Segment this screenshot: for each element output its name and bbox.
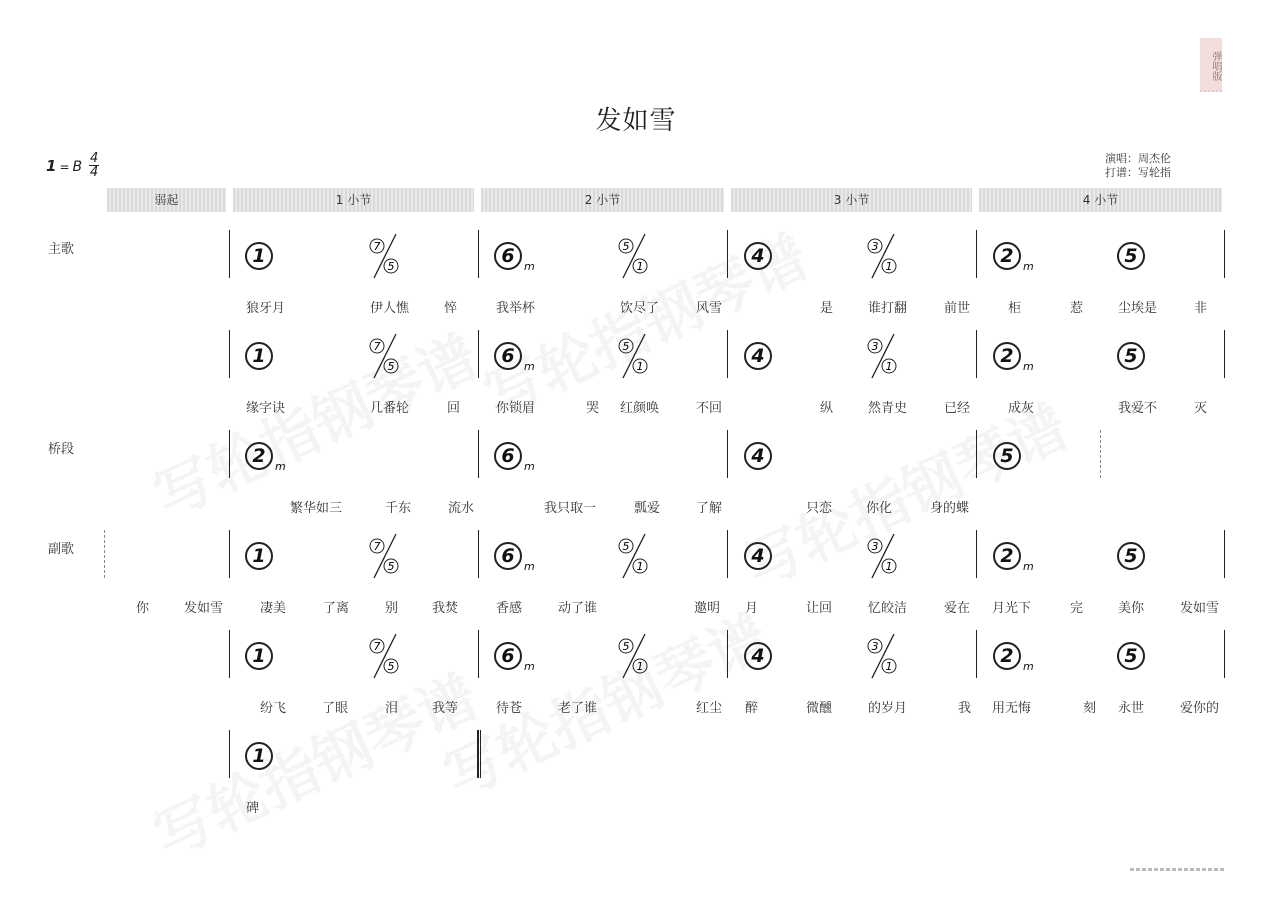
minor-mark: m [1023, 260, 1034, 273]
chord-degree: 6 [494, 642, 522, 670]
slash-chord [617, 232, 651, 280]
svg-text:7: 7 [373, 540, 381, 553]
lyric-text: 让回 [806, 601, 833, 616]
lyric-text: 我只取一 [544, 501, 597, 516]
lyric-text: 缘字诀 [246, 401, 286, 416]
barline [229, 430, 230, 478]
lyric-text: 风雪 [696, 301, 723, 316]
lyric-text: 别 [385, 601, 399, 616]
chord-degree: 5 [1117, 242, 1145, 270]
lyric-text: 回 [447, 401, 461, 416]
svg-text:1: 1 [636, 360, 644, 373]
lyric-text: 爱你的 [1180, 701, 1220, 716]
lyric-text: 凄美 [260, 601, 287, 616]
barline [976, 530, 977, 578]
lyric-text: 爱在 [944, 601, 971, 616]
slash-chord [866, 232, 900, 280]
svg-text:1: 1 [636, 560, 644, 573]
svg-text:1: 1 [885, 360, 893, 373]
lyric-text: 用无悔 [992, 701, 1032, 716]
watermark-text [429, 590, 780, 813]
lyric-text: 香感 [496, 601, 523, 616]
minor-mark: m [524, 460, 535, 473]
barline [976, 430, 977, 478]
barline [1224, 330, 1225, 378]
slash-chord [368, 332, 402, 380]
section-label-chorus: 副歌 [48, 542, 75, 557]
lyric-text: 我举杯 [496, 301, 536, 316]
barline [727, 230, 728, 278]
svg-text:5: 5 [622, 640, 630, 653]
barline [727, 630, 728, 678]
lyric-text: 狼牙月 [246, 301, 286, 316]
key-signature [46, 157, 82, 175]
key-note: B [72, 159, 83, 175]
lyric-text: 成灰 [1008, 401, 1035, 416]
svg-text:5: 5 [622, 540, 630, 553]
lyric-text: 身的蝶 [930, 501, 970, 516]
key-tonic: 1 [46, 157, 57, 175]
lyric-text: 了解 [696, 501, 723, 516]
svg-text:7: 7 [373, 640, 381, 653]
svg-text:5: 5 [387, 560, 395, 573]
barline [1224, 530, 1225, 578]
lyric-text: 我爱不 [1118, 401, 1158, 416]
lyric-text: 待苍 [496, 701, 523, 716]
lyric-text: 只恋 [806, 501, 833, 516]
version-badge: 弹唱版 [1200, 38, 1222, 92]
slash-chord [368, 232, 402, 280]
lyric-text: 几番轮 [370, 401, 410, 416]
chord-degree: 2 [245, 442, 273, 470]
chord-degree: 2 [993, 242, 1021, 270]
lyric-text: 灭 [1194, 401, 1208, 416]
minor-mark: m [1023, 360, 1034, 373]
lyric-text: 非 [1194, 301, 1208, 316]
minor-mark: m [524, 260, 535, 273]
svg-text:1: 1 [885, 260, 893, 273]
lyric-text: 柜 [1008, 301, 1022, 316]
minor-mark: m [524, 660, 535, 673]
lyric-text: 你 [136, 601, 150, 616]
svg-text:7: 7 [373, 240, 381, 253]
arranger-credit: 打谱：写轮指 [1105, 166, 1171, 179]
chord-degree: 4 [744, 342, 772, 370]
svg-text:3: 3 [871, 640, 879, 653]
barline [229, 730, 230, 778]
lyric-text: 我等 [432, 701, 459, 716]
barline [976, 630, 977, 678]
svg-text:5: 5 [387, 260, 395, 273]
lyric-text: 已经 [944, 401, 971, 416]
minor-mark: m [524, 360, 535, 373]
slash-chord [866, 532, 900, 580]
lyric-text: 我焚 [432, 601, 459, 616]
header-measure-3: 3 小节 [731, 188, 972, 212]
chord-degree: 2 [993, 542, 1021, 570]
lyric-text: 美你 [1118, 601, 1145, 616]
header-pickup: 弱起 [107, 188, 226, 212]
slash-chord [368, 532, 402, 580]
lyric-text: 然青史 [868, 401, 908, 416]
chord-degree: 5 [993, 442, 1021, 470]
minor-mark: m [1023, 560, 1034, 573]
barline [229, 230, 230, 278]
barline [727, 430, 728, 478]
minor-mark: m [275, 460, 286, 473]
header-measure-2: 2 小节 [481, 188, 724, 212]
lyric-text: 永世 [1118, 701, 1145, 716]
lyric-text: 邀明 [694, 601, 721, 616]
svg-text:5: 5 [387, 360, 395, 373]
barline [1224, 230, 1225, 278]
key-equals: = [59, 160, 70, 174]
barline [478, 630, 479, 678]
lyric-text: 红尘 [696, 701, 723, 716]
svg-text:3: 3 [871, 540, 879, 553]
header-measure-4: 4 小节 [979, 188, 1222, 212]
chord-degree: 4 [744, 242, 772, 270]
chord-degree: 1 [245, 342, 273, 370]
svg-text:5: 5 [622, 340, 630, 353]
lyric-text: 了离 [323, 601, 350, 616]
chord-degree: 4 [744, 442, 772, 470]
barline [229, 630, 230, 678]
slash-chord [866, 332, 900, 380]
chord-degree: 5 [1117, 642, 1145, 670]
credits [1105, 152, 1171, 180]
slash-chord [368, 632, 402, 680]
lyric-text: 微醺 [806, 701, 833, 716]
lyric-text: 刻 [1083, 701, 1097, 716]
lyric-text: 前世 [944, 301, 971, 316]
lyric-text: 流水 [448, 501, 475, 516]
lyric-text: 谁打翻 [868, 301, 908, 316]
svg-text:1: 1 [885, 560, 893, 573]
chord-degree: 4 [744, 642, 772, 670]
lyric-text: 完 [1070, 601, 1084, 616]
svg-text:1: 1 [636, 260, 644, 273]
lyric-text: 老了谁 [558, 701, 598, 716]
lyric-text: 动了谁 [558, 601, 598, 616]
lyric-text: 碑 [246, 801, 260, 816]
time-numerator: 4 [90, 151, 99, 166]
chord-degree: 6 [494, 342, 522, 370]
chord-degree: 2 [993, 642, 1021, 670]
lyric-text: 是 [820, 301, 834, 316]
slash-chord [866, 632, 900, 680]
barline [727, 530, 728, 578]
footer-mark [1130, 868, 1226, 871]
svg-text:5: 5 [622, 240, 630, 253]
barline [478, 430, 479, 478]
chord-degree: 1 [245, 242, 273, 270]
lyric-text: 悴 [444, 301, 458, 316]
lyric-text: 你锁眉 [496, 401, 536, 416]
lyric-text: 千东 [385, 501, 412, 516]
minor-mark: m [1023, 660, 1034, 673]
chord-degree: 2 [993, 342, 1021, 370]
chord-degree: 1 [245, 642, 273, 670]
slash-chord [617, 632, 651, 680]
lyric-text: 惹 [1070, 301, 1084, 316]
time-signature [89, 152, 99, 179]
barline [229, 530, 230, 578]
barline [976, 230, 977, 278]
header-measure-1: 1 小节 [233, 188, 474, 212]
chord-degree: 6 [494, 242, 522, 270]
svg-text:7: 7 [373, 340, 381, 353]
lyric-text: 月 [745, 601, 759, 616]
chord-degree: 5 [1117, 342, 1145, 370]
barline [229, 330, 230, 378]
lyric-text: 了眼 [322, 701, 349, 716]
dashed-barline [104, 530, 105, 578]
lyric-text: 月光下 [992, 601, 1032, 616]
svg-text:3: 3 [871, 340, 879, 353]
slash-chord [617, 532, 651, 580]
watermark-text [139, 650, 490, 873]
lyric-text: 忆皎洁 [868, 601, 908, 616]
lyric-text: 瓢爱 [634, 501, 661, 516]
barline [478, 530, 479, 578]
section-label-bridge: 桥段 [48, 442, 75, 457]
lyric-text: 醉 [745, 701, 759, 716]
lyric-text: 发如雪 [1180, 601, 1220, 616]
lyric-text: 红颜唤 [620, 401, 660, 416]
chord-degree: 1 [245, 742, 273, 770]
svg-text:3: 3 [871, 240, 879, 253]
final-double-barline [477, 730, 481, 778]
chord-degree: 6 [494, 442, 522, 470]
chord-degree: 6 [494, 542, 522, 570]
lyric-text: 发如雪 [184, 601, 224, 616]
lyric-text: 纷飞 [260, 701, 287, 716]
slash-chord [617, 332, 651, 380]
lyric-text: 不回 [696, 401, 723, 416]
lyric-text: 的岁月 [868, 701, 908, 716]
barline [478, 230, 479, 278]
svg-text:5: 5 [387, 660, 395, 673]
barline [478, 330, 479, 378]
svg-text:1: 1 [636, 660, 644, 673]
dashed-barline [1100, 430, 1101, 478]
barline [1224, 630, 1225, 678]
section-label-verse: 主歌 [48, 242, 75, 257]
song-title: 发如雪 [595, 106, 677, 136]
lyric-text: 繁华如三 [290, 501, 343, 516]
lyric-text: 我 [958, 701, 972, 716]
lyric-text: 你化 [866, 501, 893, 516]
time-denominator: 4 [90, 165, 99, 180]
barline [727, 330, 728, 378]
svg-text:1: 1 [885, 660, 893, 673]
lyric-text: 纵 [820, 401, 834, 416]
lyric-text: 尘埃是 [1118, 301, 1158, 316]
chord-degree: 1 [245, 542, 273, 570]
chord-degree: 5 [1117, 542, 1145, 570]
lyric-text: 哭 [586, 401, 600, 416]
lyric-text: 伊人憔 [370, 301, 410, 316]
lyric-text: 饮尽了 [620, 301, 660, 316]
singer-credit: 演唱：周杰伦 [1105, 152, 1171, 165]
minor-mark: m [524, 560, 535, 573]
barline [976, 330, 977, 378]
lyric-text: 泪 [385, 701, 399, 716]
chord-degree: 4 [744, 542, 772, 570]
